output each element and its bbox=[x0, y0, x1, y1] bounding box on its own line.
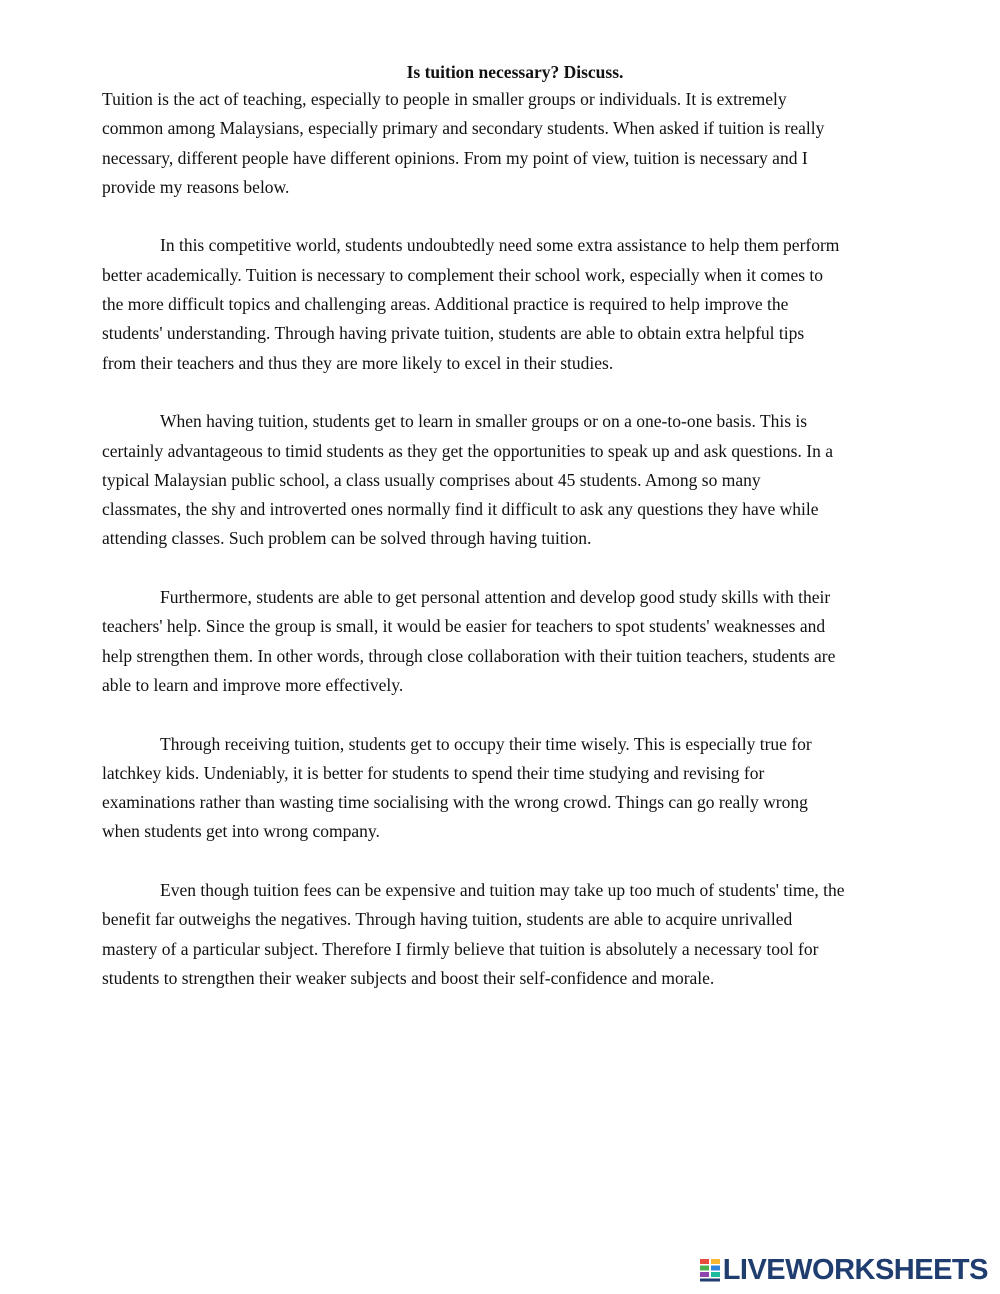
essay-title: Is tuition necessary? Discuss. bbox=[406, 62, 624, 82]
essay-paragraph-6 bbox=[102, 876, 937, 993]
essay-line: teachers' help. Since the group is small, it would be easier for teachers to spot students' weaknesses and bbox=[102, 616, 826, 637]
essay-line: examinations rather than wasting time socialising with the wrong crowd. Things can go really wrong bbox=[102, 792, 808, 813]
essay-line: help strengthen them. In other words, through close collaboration with their tuition teachers, students are bbox=[102, 645, 836, 666]
essay-line: Through receiving tuition, students get to occupy their time wisely. This is especially true for bbox=[160, 733, 812, 754]
liveworksheets-logo-icon bbox=[699, 1257, 721, 1283]
essay-line: able to learn and improve more effectively. bbox=[102, 674, 404, 695]
essay-body bbox=[102, 85, 937, 1023]
essay-line: provide my reasons below. bbox=[102, 176, 290, 197]
essay-line: the more difficult topics and challenging areas. Additional practice is required to help improve the bbox=[102, 294, 789, 315]
essay-line: When having tuition, students get to learn in smaller groups or on a one-to-one basis. This is bbox=[160, 411, 808, 432]
essay-paragraph-4 bbox=[102, 583, 937, 700]
essay-line: when students get into wrong company. bbox=[102, 821, 380, 842]
essay-paragraph-5 bbox=[102, 730, 937, 847]
essay-line: certainly advantageous to timid students as they get the opportunities to speak up and ask questions. In a bbox=[102, 440, 833, 461]
essay-line: classmates, the shy and introverted ones normally find it difficult to ask any questions they have while bbox=[102, 499, 819, 520]
essay-line: common among Malaysians, especially primary and secondary students. When asked if tuition is really bbox=[102, 118, 825, 139]
essay-paragraph-2 bbox=[102, 231, 937, 377]
essay-line: mastery of a particular subject. Therefore I firmly believe that tuition is absolutely a necessary tool for bbox=[102, 938, 819, 959]
essay-line: students to strengthen their weaker subjects and boost their self-confidence and morale. bbox=[102, 967, 715, 988]
essay-line: Furthermore, students are able to get personal attention and develop good study skills with their bbox=[160, 587, 831, 608]
essay-line: Tuition is the act of teaching, especially to people in smaller groups or individuals. It is extremely bbox=[102, 89, 787, 109]
liveworksheets-logo-text: LIVEWORKSHEETS bbox=[722, 1254, 988, 1286]
essay-line: better academically. Tuition is necessary to complement their school work, especially when it comes to bbox=[102, 264, 824, 285]
essay-line: benefit far outweighs the negatives. Through having tuition, students are able to acquire unrivalled bbox=[102, 909, 793, 930]
essay-paragraph-3 bbox=[102, 407, 937, 553]
essay-line: from their teachers and thus they are more likely to excel in their studies. bbox=[102, 352, 614, 373]
essay-line: necessary, different people have different opinions. From my point of view, tuition is necessary and I bbox=[102, 147, 808, 168]
liveworksheets-logo bbox=[699, 1252, 988, 1288]
essay-line: In this competitive world, students undoubtedly need some extra assistance to help them perform bbox=[160, 235, 840, 256]
essay-line: students' understanding. Through having private tuition, students are able to obtain extra helpful tips bbox=[102, 323, 805, 344]
essay-paragraph-1 bbox=[102, 85, 937, 202]
essay-line: Even though tuition fees can be expensive and tuition may take up too much of students' time, the bbox=[160, 880, 845, 901]
essay-line: latchkey kids. Undeniably, it is better for students to spend their time studying and revising for bbox=[102, 762, 765, 783]
essay-line: typical Malaysian public school, a class usually comprises about 45 students. Among so many bbox=[102, 469, 761, 490]
essay-line: attending classes. Such problem can be solved through having tuition. bbox=[102, 528, 592, 549]
